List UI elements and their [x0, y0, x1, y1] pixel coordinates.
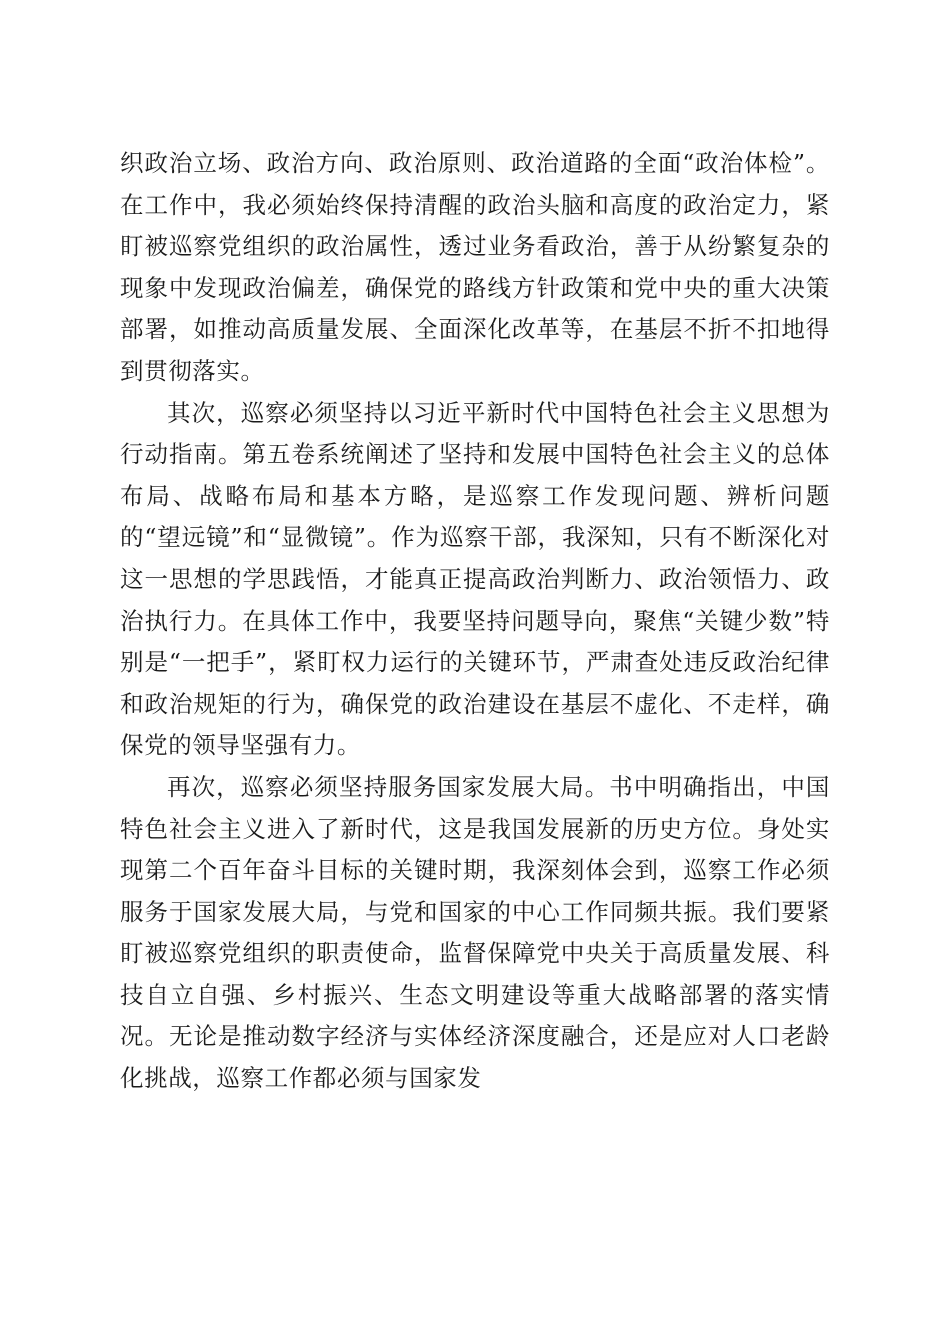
paragraph-continuation: 织政治立场、政治方向、政治原则、政治道路的全面“政治体检”。在工作中，我必须始终保持清醒的政治头脑和高度的政治定力，紧盯被巡察党组织的政治属性，透过业务看政治，善于从纷繁复杂的现象中发现政治偏差，确保党的路线方针政策和党中央的重大决策部署，如推动高质量发展、全面深化改革等，在基层不折不扣地得到贯彻落实。	[120, 149, 830, 385]
paragraph-third-point: 再次，巡察必须坚持服务国家发展大局。书中明确指出，中国特色社会主义进入了新时代，这是我国发展新的历史方位。身处实现第二个百年奋斗目标的关键时期，我深刻体会到，巡察工作必须服务于国家发展大局，与党和国家的中心工作同频共振。我们要紧盯被巡察党组织的职责使命，监督保障党中央关于高质量发展、科技自立自强、乡村振兴、生态文明建设等重大战略部署的落实情况。无论是推动数字经济与实体经济深度融合，还是应对人口老龄化挑战，巡察工作都必须与国家发	[120, 772, 830, 1093]
document-body	[120, 143, 830, 1100]
paragraph-second-point: 其次，巡察必须坚持以习近平新时代中国特色社会主义思想为行动指南。第五卷系统阐述了坚持和发展中国特色社会主义的总体布局、战略布局和基本方略，是巡察工作发现问题、辨析问题的“望远镜”和“显微镜”。作为巡察干部，我深知，只有不断深化对这一思想的学思践悟，才能真正提高政治判断力、政治领悟力、政治执行力。在具体工作中，我要坚持问题导向，聚焦“关键少数”特别是“一把手”，紧盯权力运行的关键环节，严肃查处违反政治纪律和政治规矩的行为，确保党的政治建设在基层不虚化、不走样，确保党的领导坚强有力。	[120, 398, 830, 760]
